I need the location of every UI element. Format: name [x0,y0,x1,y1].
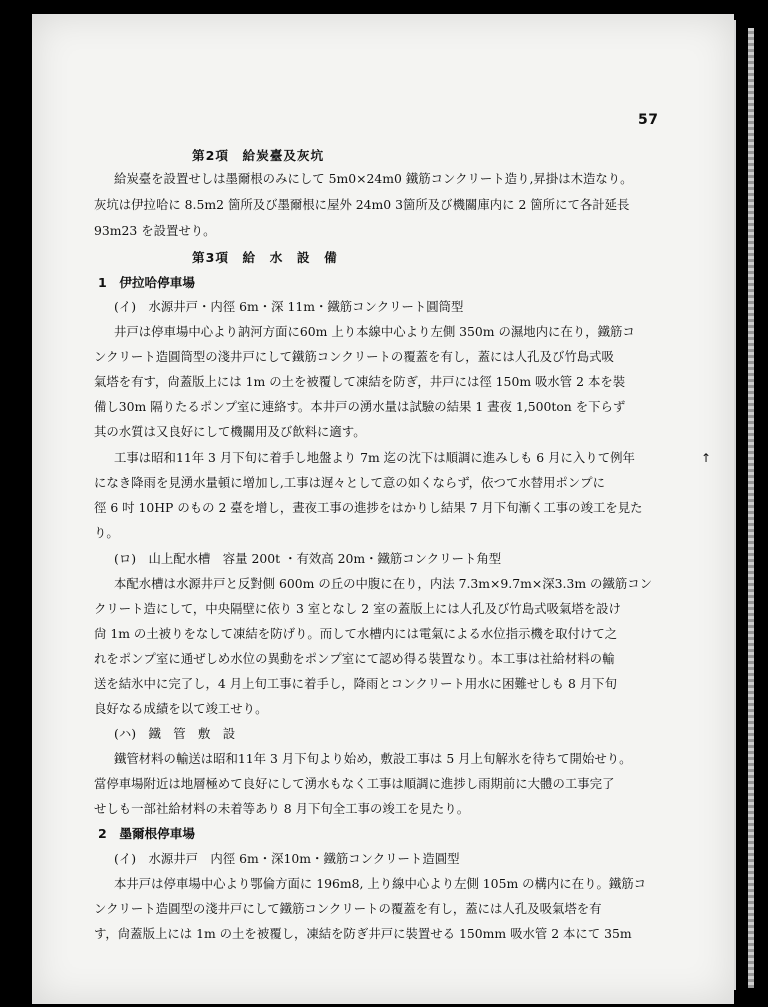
well-2-paragraph-line: 本井戸は停車場中心より鄂倫方面に 196m8, 上り線中心より左側 105m の構内に在り。鐵筋コ [114,876,647,891]
tank-item: (ロ) 山上配水槽 容量 200t ・有效高 20m・鐵筋コンクリート角型 [114,551,502,566]
well-1-paragraph-line: 其の水質は又良好にして機關用及び飮料に適す。 [94,424,366,439]
section-3-heading: 第3項 給 水 設 備 [192,250,338,265]
tank-paragraph-line: 尙 1m の土被りをなして凍結を防げり。而して水槽内には電氣による水位指示機を取付けて之 [94,626,618,641]
pipe-item: (ハ) 鐵 管 敷 設 [114,726,236,741]
work-1-paragraph-line: り。 [94,525,119,540]
coal-paragraph-line: 93m23 を設置せり。 [94,223,216,238]
work-1-paragraph-line: 工事は昭和11年 3 月下旬に着手し地盤より 7m 迄の沈下は順調に進みしも 6 月に入りて例年 [114,450,635,465]
tank-paragraph-line: れをポンプ室に通ぜしめ水位の異動をポンプ室にて認め得る裝置なり。本工事は社給材料の輸 [94,651,615,666]
well-2-item: (イ) 水源井戸 内徑 6m・深10m・鐵筋コンクリート造圓型 [114,851,460,866]
well-1-paragraph-line: ンクリート造圓筒型の淺井戸にして鐵筋コンクリートの覆蓋を有し，蓋には人孔及び竹島式吸 [94,349,614,364]
document-page [32,14,734,1004]
pipe-paragraph-line: せしも一部社給材料の未着等あり 8 月下旬全工事の竣工を見たり。 [94,801,470,816]
page-number: 57 [638,112,659,128]
tank-paragraph-line: 本配水槽は水源井戸と反對側 600m の丘の中腹に在り，内法 7.3m×9.7m×深3.3m の鐵筋コン [114,576,652,591]
well-2-paragraph-line: ンクリート造圓型の淺井戸にして鐵筋コンクリートの覆蓋を有し，蓋には人孔及吸氣塔を有 [94,901,602,916]
well-1-paragraph-line: 備し30m 隔りたるポンプ室に連絡す。本井戸の湧水量は試驗の結果 1 晝夜 1,500ton を下らず [94,399,626,414]
well-2-paragraph-line: す，尙蓋版上には 1m の土を被覆し，凍結を防ぎ井戸に裝置せる 150mm 吸水管 2 本にて 35m [94,926,632,941]
work-1-paragraph-line: 徑 6 吋 10HP のもの 2 臺を增し，晝夜工事の進捗をはかりし結果 7 月下旬漸く工事の竣工を見た [94,500,643,515]
tank-paragraph-line: 送を結氷中に完了し，4 月上旬工事に着手し，降雨とコンクリート用水に困難せしも 8 月下旬 [94,676,617,691]
work-1-paragraph-line: になき降雨を見湧水量頓に增加し,工事は遅々として意の如くならず，依つて水替用ポンプに [94,475,605,490]
station-2-heading: 2 墨爾根停車場 [98,826,195,841]
margin-mark: ↑ [701,451,712,465]
scan-edge-strip [748,28,754,988]
well-1-item: (イ) 水源井戸・内徑 6m・深 11m・鐵筋コンクリート圓筒型 [114,299,464,314]
tank-paragraph-line: 良好なる成績を以て竣工せり。 [94,701,268,716]
well-1-paragraph-line: 氣塔を有す，尙蓋版上には 1m の土を被覆して凍結を防ぎ，井戸には徑 150m 吸水管 2 本を裝 [94,374,626,389]
tank-paragraph-line: クリート造にして，中央隔壁に依り 3 室となし 2 室の蓋版上には人孔及び竹島式吸氣塔を設け [94,601,621,616]
pipe-paragraph-line: 鐵管材料の輸送は昭和11年 3 月下旬より始め，敷設工事は 5 月上旬解氷を待ちて開始せり。 [114,751,632,766]
pipe-paragraph-line: 當停車場附近は地層極めて良好にして湧水もなく工事は順調に進捗し雨期前に大體の工事完了 [94,776,615,791]
section-2-heading: 第2項 給炭臺及灰坑 [192,148,325,163]
well-1-paragraph-line: 井戸は停車場中心より訥河方面に60m 上り本線中心より左側 350m の濕地内に在り，鐵筋コ [114,324,635,339]
coal-paragraph-line: 灰坑は伊拉哈に 8.5m2 箇所及び墨爾根に屋外 24m0 3箇所及び機關庫内に 2 箇所にて各計延長 [94,197,630,212]
station-1-heading: 1 伊拉哈停車場 [98,275,195,290]
coal-paragraph-line: 給炭臺を設置せしは墨爾根のみにして 5m0×24m0 鐵筋コンクリート造り,昇掛は木造なり。 [114,171,633,186]
